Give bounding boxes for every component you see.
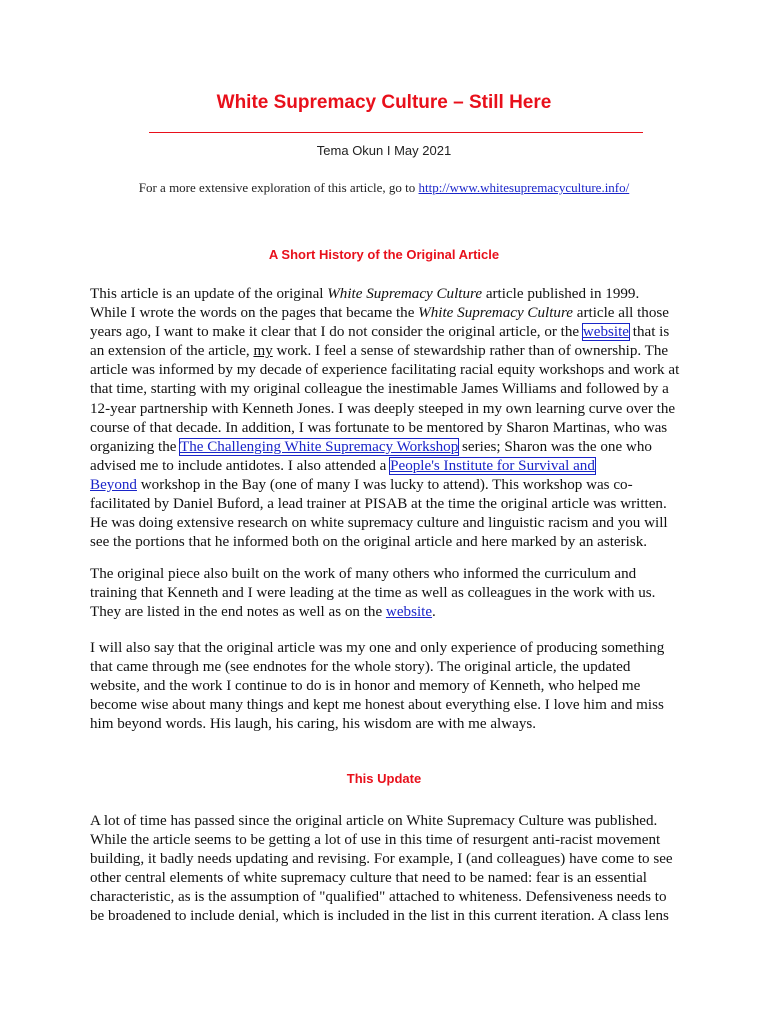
update-paragraph-1 [90,812,680,927]
text-line: building, it badly needs updating and revising. For example, I (and colleagues) have come to see [90,851,673,868]
website-link[interactable]: http://www.whitesupremacyculture.info/ [418,180,630,195]
text-line: While the article seems to be getting a lot of use in this time of resurgent anti-racist movement [90,832,661,849]
section-heading-update: This Update [346,771,422,786]
text-line: While I wrote the words on the pages that became the White Supremacy Culture article all those [90,305,669,322]
text-line: Beyond workshop in the Bay (one of many I was lucky to attend). This workshop was co- [90,476,633,493]
text-line: organizing the The Challenging White Supremacy Workshop series; Sharon was the one who [90,438,652,455]
text-line: training that Kenneth and I were leading at the time as well as colleagues in the work with us. [90,585,656,602]
text-line: He was doing extensive research on white supremacy culture and linguistic racism and you will [90,515,668,532]
text-line: him beyond words. His laugh, his caring, his wisdom are with me always. [90,716,537,733]
text-line: years ago, I want to make it clear that I do not consider the original article, or the website that is [90,324,670,341]
text-line: The original piece also built on the work of many others who informed the curriculum and [90,566,637,582]
history-paragraph-2 [90,565,680,622]
text-line: I will also say that the original article was my one and only experience of producing something [90,640,665,656]
title-divider [149,132,643,133]
text-line: This article is an update of the original White Supremacy Culture article published in 1999. [90,286,640,302]
text-line: course of that decade. In addition, I was fortunate to be mentored by Sharon Martinas, who was [90,419,668,436]
text-line: become wise about many things and kept me honest about everything else. I love him and miss [90,697,664,714]
text-line: facilitated by Daniel Buford, a lead trainer at PISAB at the time the original article was written. [90,496,667,513]
text-line: an extension of the article, my work. I feel a sense of stewardship rather than of ownership. The [90,343,669,360]
workshop-link[interactable]: The Challenging White Supremacy Workshop [180,438,459,455]
more-info-line [0,180,768,196]
document-title: White Supremacy Culture – Still Here [216,92,552,113]
text-line: characteristic, as is the assumption of "qualified" attached to whiteness. Defensiveness needs to [90,889,667,906]
author-byline: Tema Okun I May 2021 [316,143,452,158]
text-line: They are listed in the end notes as well as on the website. [90,604,436,621]
text-line: A lot of time has passed since the original article on White Supremacy Culture was published. [90,813,658,829]
text-line: be broadened to include denial, which is included in the list in this current iteration. A class lens [90,908,669,925]
section-heading-history: A Short History of the Original Article [268,247,500,262]
text-line: that time, starting with my original colleague the inestimable James Williams and followed by a [90,381,669,398]
text-line: 12-year partnership with Kenneth Jones. I was deeply steeped in my own learning curve over the [90,400,676,417]
text-line: other central elements of white supremacy culture that need to be named: fear is an essential [90,870,647,887]
text-line: advised me to include antidotes. I also attended a People's Institute for Survival and [90,457,595,474]
website-link-endnotes[interactable]: website [385,604,433,621]
pisab-link-continued[interactable]: Beyond [90,476,137,493]
text-line: article was informed by my decade of experience facilitating racial equity workshops and work at [90,362,680,379]
history-paragraph-1 [90,285,680,552]
history-paragraph-3 [90,639,680,734]
text-line: see the portions that he informed both on the original article and here marked by an asterisk. [90,534,648,551]
more-info-text: For a more extensive exploration of this article, go to [138,180,419,195]
website-link-inline[interactable]: website [582,324,629,341]
text-line: that came through me (see endnotes for the whole story). The original article, the updated [90,659,631,676]
pisab-link[interactable]: People's Institute for Survival and [390,457,595,474]
text-line: website, and the work I continue to do is in honor and memory of Kenneth, who helped me [90,678,641,695]
